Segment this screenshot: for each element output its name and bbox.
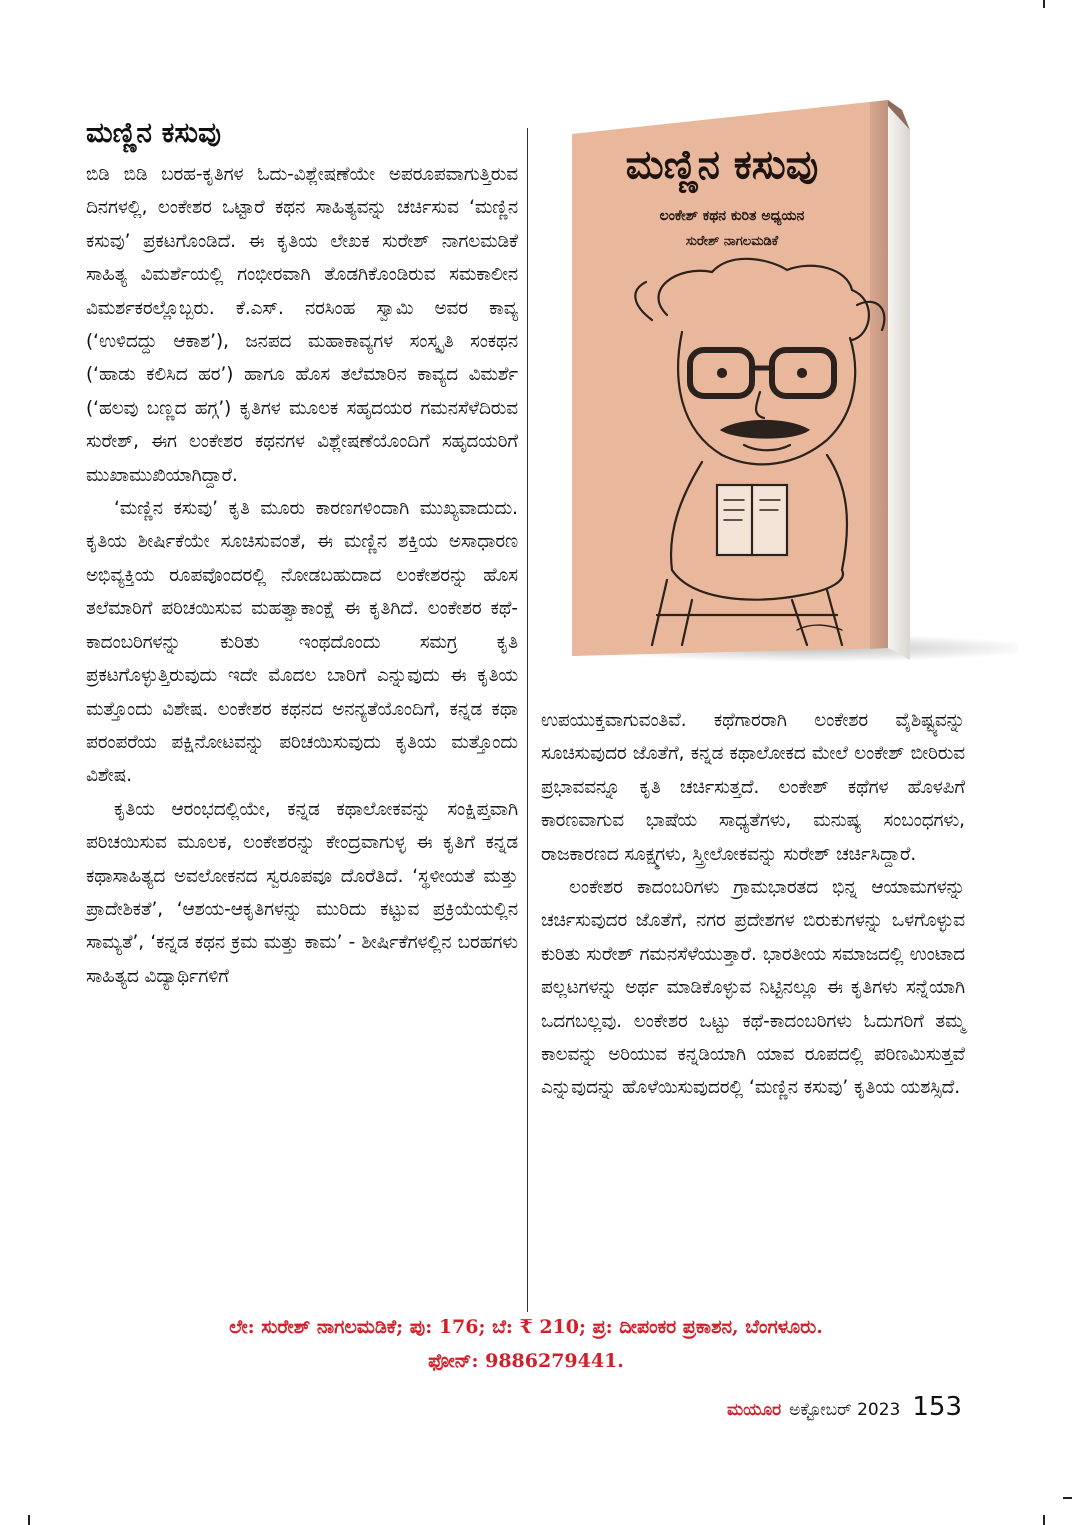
page-number: 153	[912, 1392, 962, 1422]
column-divider	[527, 128, 528, 1312]
article-column-right	[541, 704, 965, 1105]
crop-mark-right	[1063, 1497, 1072, 1499]
article-paragraph: ಉಪಯುಕ್ತವಾಗುವಂತಿವೆ. ಕಥೆಗಾರರಾಗಿ ಲಂಕೇಶರ ವೈಶಿಷ್ಟ್ಯವನ್ನು ಸೂಚಿಸುವುದರ ಜೊತೆಗೆ, ಕನ್ನಡ ಕಥಾಲೋಕದ ಮೇಲೆ ಲಂಕೇಶ್ ಬೀರಿರುವ ಪ್ರಭಾವವನ್ನೂ ಕೃತಿ ಚರ್ಚಿಸುತ್ತದೆ. ಲಂಕೇಶ್ ಕಥೆಗಳ ಹೊಳಪಿಗೆ ಕಾರಣವಾಗುವ ಭಾಷೆಯ ಸಾಧ್ಯತೆಗಳು, ಮನುಷ್ಯ ಸಂಬಂಧಗಳು, ರಾಜಕಾರಣದ ಸೂಕ್ಷ್ಮಗಳು, ಸ್ತ್ರೀಲೋಕವನ್ನು ಸುರೇಶ್ ಚರ್ಚಿಸಿದ್ದಾರೆ.	[541, 710, 965, 865]
crop-mark-right-bottom	[1043, 1515, 1045, 1525]
page-footer	[727, 1392, 962, 1422]
article-column-left	[86, 158, 518, 993]
book-cover-image	[572, 100, 1018, 670]
book-phone-line: ಫೋನ್: 9886279441.	[428, 1350, 624, 1372]
article-paragraph: ಲಂಕೇಶರ ಕಾದಂಬರಿಗಳು ಗ್ರಾಮಭಾರತದ ಭಿನ್ನ ಆಯಾಮಗಳನ್ನು ಚರ್ಚಿಸುವುದರ ಜೊತೆಗೆ, ನಗರ ಪ್ರದೇಶಗಳ ಬಿರುಕುಗಳನ್ನು ಒಳಗೊಳ್ಳುವ ಕುರಿತು ಸುರೇಶ್ ಗಮನಸೆಳೆಯುತ್ತಾರೆ. ಭಾರತೀಯ ಸಮಾಜದಲ್ಲಿ ಉಂಟಾದ ಪಲ್ಲಟಗಳನ್ನು ಅರ್ಥ ಮಾಡಿಕೊಳ್ಳುವ ನಿಟ್ಟಿನಲ್ಲೂ ಈ ಕೃತಿಗಳು ಸನ್ನೆಯಾಗಿ ಒದಗಬಲ್ಲವು. ಲಂಕೇಶರ ಒಟ್ಟು ಕಥೆ-ಕಾದಂಬರಿಗಳು ಓದುಗರಿಗೆ ತಮ್ಮ ಕಾಲವನ್ನು ಅರಿಯುವ ಕನ್ನಡಿಯಾಗಿ ಯಾವ ರೂಪದಲ್ಲಿ ಪರಿಣಮಿಸುತ್ತವೆ ಎನ್ನುವುದನ್ನು ಹೊಳೆಯಿಸುವುದರಲ್ಲಿ ‘ಮಣ್ಣಿನ ಕಸುವು’ ಕೃತಿಯ ಯಶಸ್ಸಿದೆ.	[541, 877, 965, 1099]
issue-date: ಅಕ್ಟೋಬರ್ 2023	[789, 1400, 901, 1420]
crop-mark-top	[1043, 0, 1045, 8]
article-paragraph: ಬಿಡಿ ಬಿಡಿ ಬರಹ-ಕೃತಿಗಳ ಓದು-ವಿಶ್ಲೇಷಣೆಯೇ ಅಪರೂಪವಾಗುತ್ತಿರುವ ದಿನಗಳಲ್ಲಿ, ಲಂಕೇಶರ ಒಟ್ಟಾರೆ ಕಥನ ಸಾಹಿತ್ಯವನ್ನು ಚರ್ಚಿಸುವ ‘ಮಣ್ಣಿನ ಕಸುವು’ ಪ್ರಕಟಗೊಂಡಿದೆ. ಈ ಕೃತಿಯ ಲೇಖಕ ಸುರೇಶ್ ನಾಗಲಮಡಿಕೆ ಸಾಹಿತ್ಯ ವಿಮರ್ಶೆಯಲ್ಲಿ ಗಂಭೀರವಾಗಿ ತೊಡಗಿಕೊಂಡಿರುವ ಸಮಕಾಲೀನ ವಿಮರ್ಶಕರಲ್ಲೊಬ್ಬರು. ಕೆ.ಎಸ್. ನರಸಿಂಹ ಸ್ವಾಮಿ ಅವರ ಕಾವ್ಯ (‘ಉಳಿದದ್ದು ಆಕಾಶ’), ಜನಪದ ಮಹಾಕಾವ್ಯಗಳ ಸಂಸ್ಕೃತಿ ಸಂಕಥನ (‘ಹಾಡು ಕಲಿಸಿದ ಹರ’) ಹಾಗೂ ಹೊಸ ತಲೆಮಾರಿನ ಕಾವ್ಯದ ವಿಮರ್ಶೆ (‘ಹಲವು ಬಣ್ಣದ ಹಗ್ಗ’) ಕೃತಿಗಳ ಮೂಲಕ ಸಹೃದಯರ ಗಮನಸೆಳೆದಿರುವ ಸುರೇಶ್, ಈಗ ಲಂಕೇಶರ ಕಥನಗಳ ವಿಶ್ಲೇಷಣೆಯೊಂದಿಗೆ ಸಹೃದಯರಿಗೆ ಮುಖಾಮುಖಿಯಾಗಿದ್ದಾರೆ.	[86, 164, 518, 486]
crop-mark-left-bottom	[28, 1515, 30, 1525]
article-title: ಮಣ್ಣಿನ ಕಸುವು	[86, 116, 221, 149]
book-credit-line: ಲೇ: ಸುರೇಶ್ ನಾಗಲಮಡಿಕೆ; ಪು: 176; ಬೆ: ₹ 210; ಪ್ರ: ದೀಪಂಕರ ಪ್ರಕಾಶನ, ಬೆಂಗಳೂರು.	[229, 1316, 823, 1338]
cover-title: ಮಣ್ಣಿನ ಕಸುವು	[625, 142, 819, 188]
article-paragraph: ‘ಮಣ್ಣಿನ ಕಸುವು’ ಕೃತಿ ಮೂರು ಕಾರಣಗಳಿಂದಾಗಿ ಮುಖ್ಯವಾದುದು. ಕೃತಿಯ ಶೀರ್ಷಿಕೆಯೇ ಸೂಚಿಸುವಂತೆ, ಈ ಮಣ್ಣಿನ ಶಕ್ತಿಯ ಅಸಾಧಾರಣ ಅಭಿವ್ಯಕ್ತಿಯ ರೂಪವೊಂದರಲ್ಲಿ ನೋಡಬಹುದಾದ ಲಂಕೇಶರನ್ನು ಹೊಸ ತಲೆಮಾರಿಗೆ ಪರಿಚಯಿಸುವ ಮಹತ್ವಾಕಾಂಕ್ಷೆ ಈ ಕೃತಿಗಿದೆ. ಲಂಕೇಶರ ಕಥೆ-ಕಾದಂಬರಿಗಳನ್ನು ಕುರಿತು ಇಂಥದೊಂದು ಸಮಗ್ರ ಕೃತಿ ಪ್ರಕಟಗೊಳ್ಳುತ್ತಿರುವುದು ಇದೇ ಮೊದಲ ಬಾರಿಗೆ ಎನ್ನುವುದು ಈ ಕೃತಿಯ ಮತ್ತೊಂದು ವಿಶೇಷ. ಲಂಕೇಶರ ಕಥನದ ಅನನ್ಯತೆಯೊಂದಿಗೆ, ಕನ್ನಡ ಕಥಾ ಪರಂಪರೆಯ ಪಕ್ಷಿನೋಟವನ್ನು ಪರಿಚಯಿಸುವುದು ಕೃತಿಯ ಮತ್ತೊಂದು ವಿಶೇಷ.	[86, 498, 518, 787]
article-paragraph: ಕೃತಿಯ ಆರಂಭದಲ್ಲಿಯೇ, ಕನ್ನಡ ಕಥಾಲೋಕವನ್ನು ಸಂಕ್ಷಿಪ್ತವಾಗಿ ಪರಿಚಯಿಸುವ ಮೂಲಕ, ಲಂಕೇಶರನ್ನು ಕೇಂದ್ರವಾಗುಳ್ಳ ಈ ಕೃತಿಗೆ ಕನ್ನಡ ಕಥಾಸಾಹಿತ್ಯದ ಅವಲೋಕನದ ಸ್ವರೂಪವೂ ದೊರೆತಿದೆ. ‘ಸ್ಥಳೀಯತೆ ಮತ್ತು ಪ್ರಾದೇಶಿಕತೆ’, ‘ಆಶಯ-ಆಕೃತಿಗಳನ್ನು ಮುರಿದು ಕಟ್ಟುವ ಪ್ರಕ್ರಿಯೆಯಲ್ಲಿನ ಸಾಮ್ಯತೆ’, ‘ಕನ್ನಡ ಕಥನ ಕ್ರಮ ಮತ್ತು ಕಾಮ’ - ಶೀರ್ಷಿಕೆಗಳಲ್ಲಿನ ಬರಹಗಳು ಸಾಹಿತ್ಯದ ವಿದ್ಯಾರ್ಥಿಗಳಿಗೆ	[86, 798, 518, 987]
cover-author: ಸುರೇಶ್ ನಾಗಲಮಡಿಕೆ	[685, 234, 779, 249]
magazine-name: ಮಯೂರ	[726, 1400, 782, 1420]
cover-subtitle: ಲಂಕೇಶ್ ಕಥನ ಕುರಿತ ಅಧ್ಯಯನ	[659, 208, 805, 224]
